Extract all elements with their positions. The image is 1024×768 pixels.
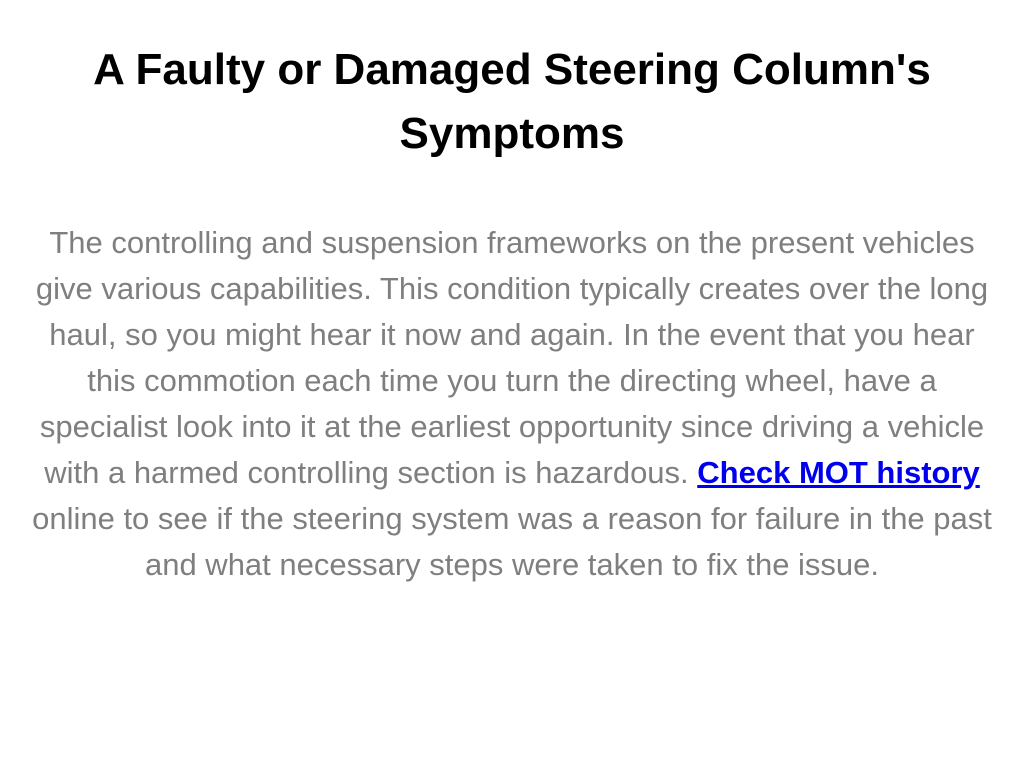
body-text-before-link: The controlling and suspension frameworks on the present vehicles give various capabilities. This condition typically creates over the long haul, so you might hear it now and again. In the event that you hear this commotion each time you turn the directing wheel, have a specialist look into it at the earliest opportunity since driving a vehicle with a harmed controlling section is hazardous. <box>35 225 989 490</box>
body-text-after-link: online to see if the steering system was a reason for failure in the past and what necessary steps were taken to fix the issue. <box>32 501 992 582</box>
slide-title: A Faulty or Damaged Steering Column's Symptoms <box>93 45 931 158</box>
slide-body-paragraph <box>22 220 1002 588</box>
check-mot-history-link[interactable]: Check MOT history <box>697 455 980 490</box>
